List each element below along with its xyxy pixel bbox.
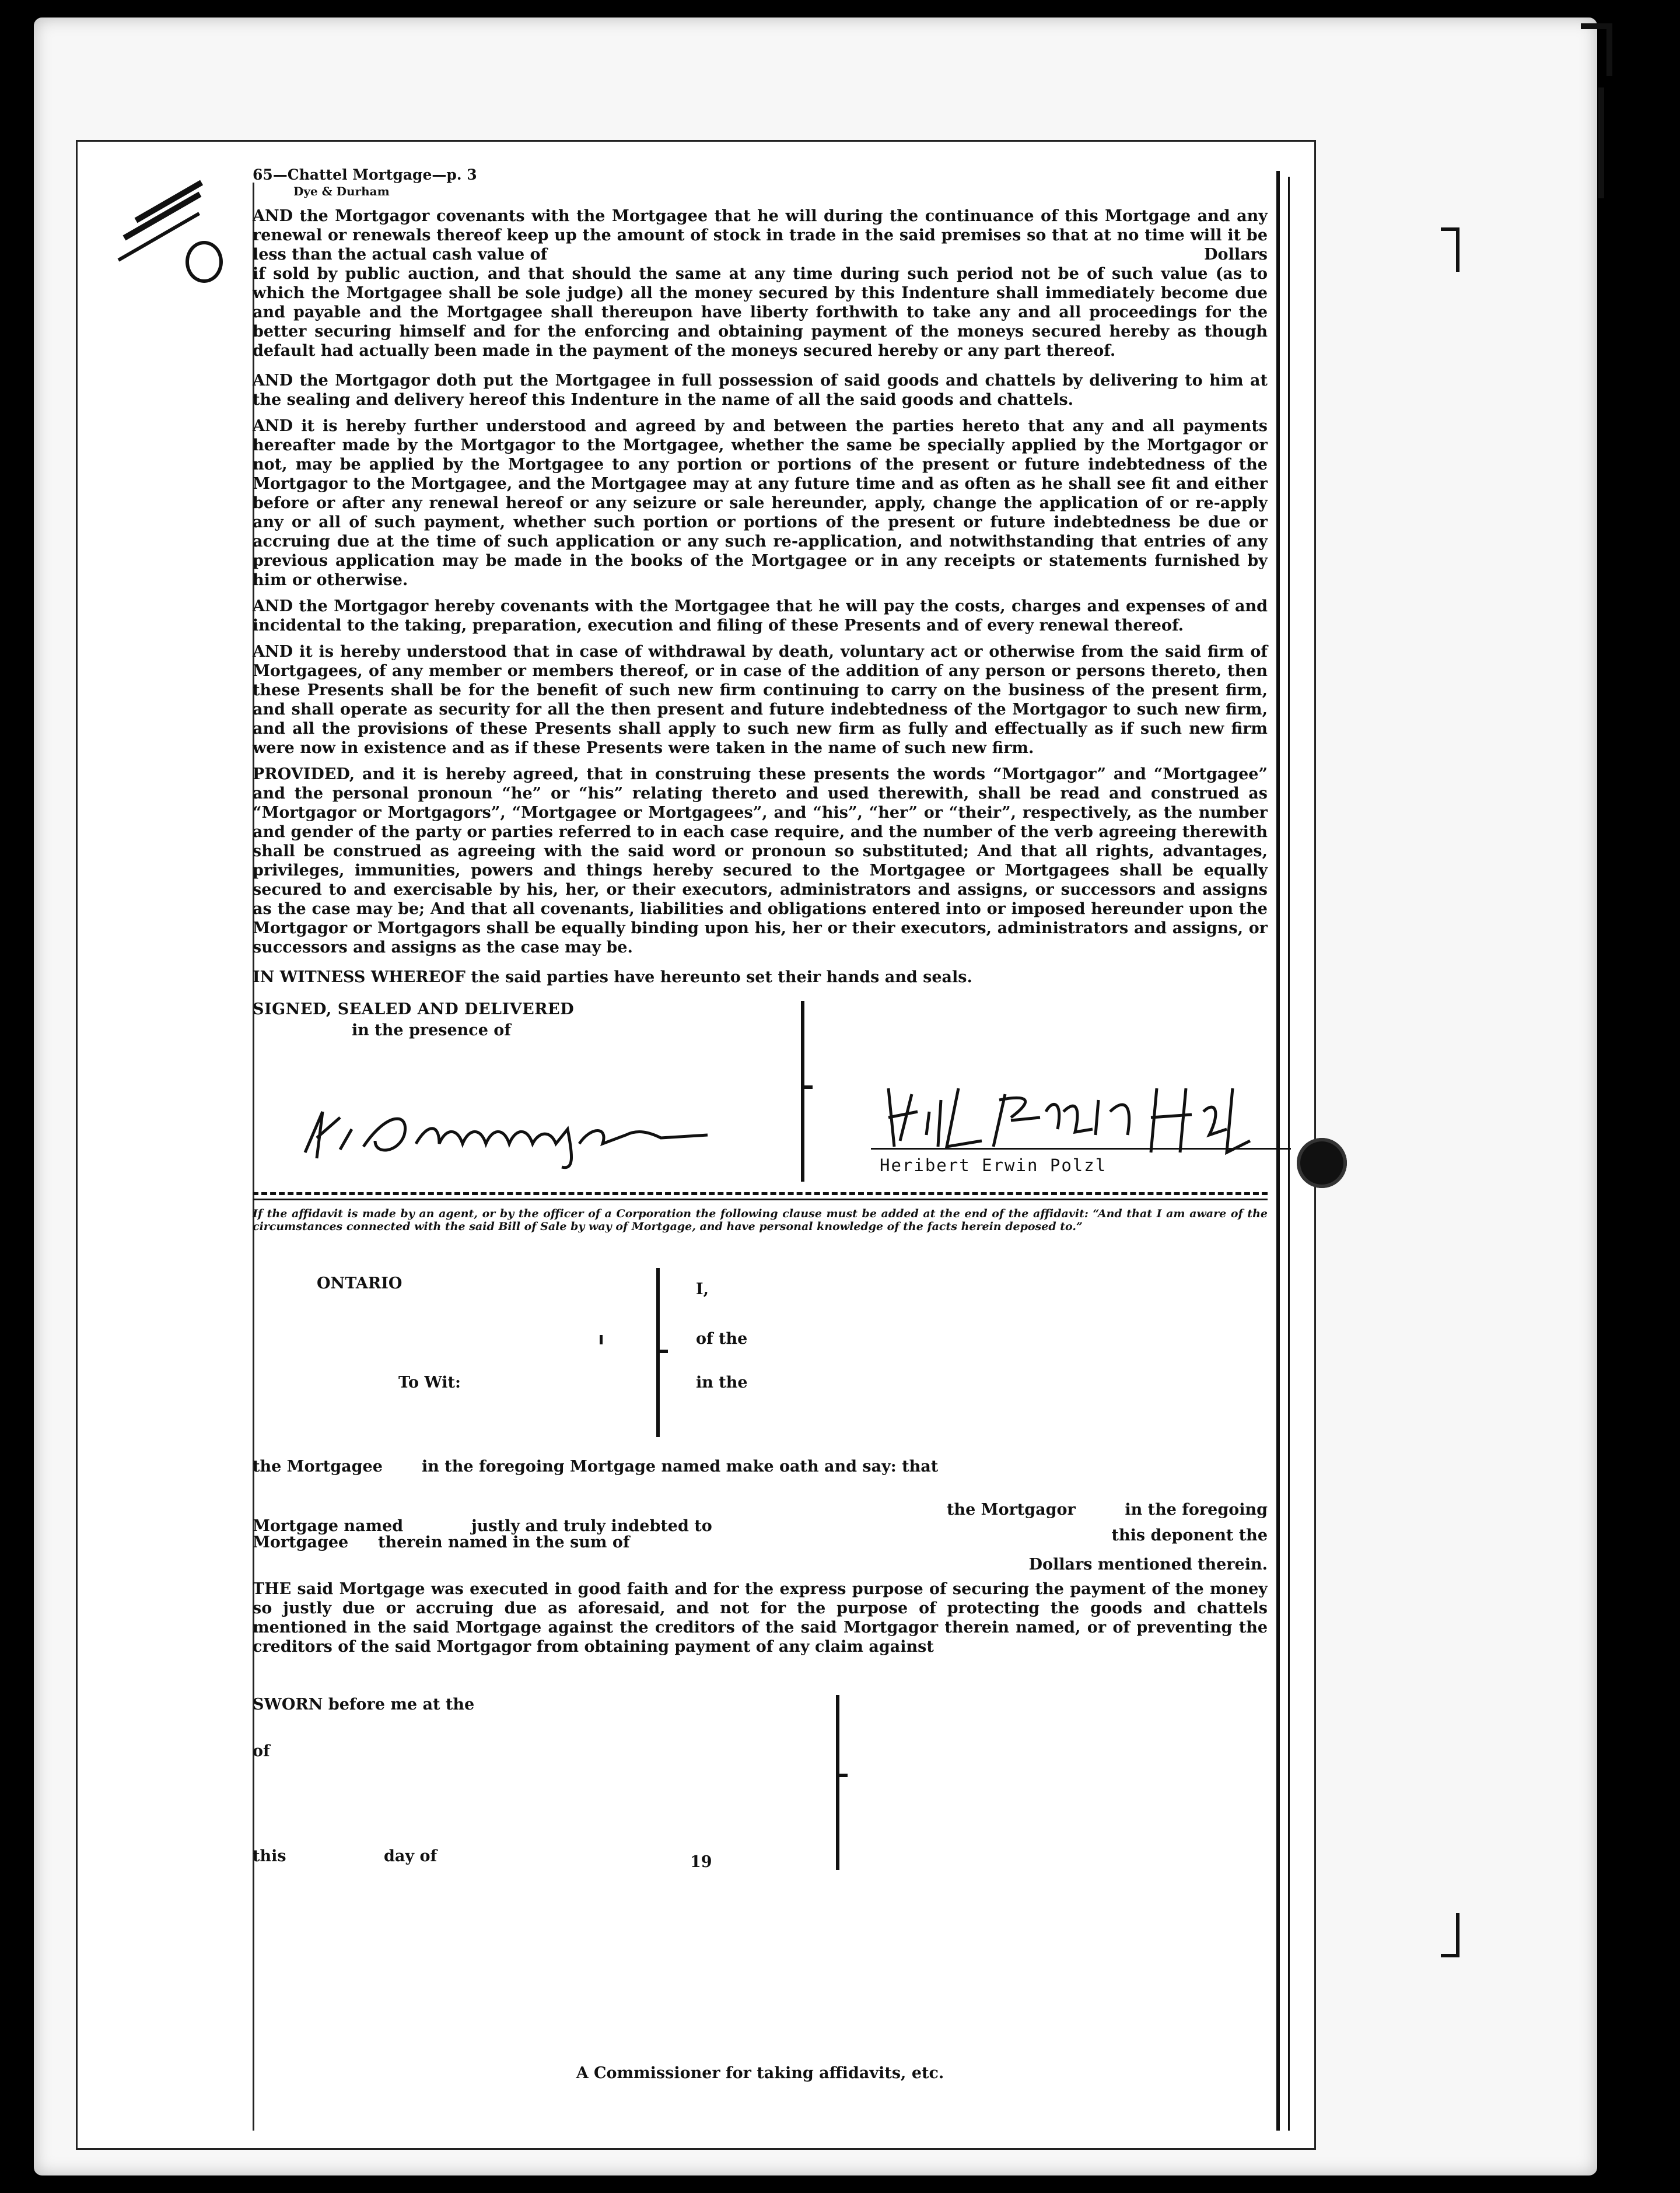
publisher: Dye & Durham bbox=[293, 184, 390, 198]
form-content bbox=[253, 165, 1268, 2082]
clause-costs: AND the Mortgagor hereby covenants with the Mortgagee that he will pay the costs, charges and expenses of and incidental to the taking, preparation, execution and filing of these Presents and of every renewal thereof. bbox=[253, 597, 1268, 635]
dollars-label: Dollars bbox=[1204, 246, 1268, 264]
commissioner-label: A Commissioner for taking affidavits, etc. bbox=[576, 2064, 944, 2082]
in-the-label: in the bbox=[696, 1374, 748, 1392]
clause-provided: PROVIDED, and it is hereby agreed, that in construing these presents the words “Mortgagor” and “Mortgagee” and the personal pronoun “he” or “his” relating thereto and used therewith, shall be read and construed as “Mortgagor or Mortgagors”, “Mortgagee or Mortgagees”, and “his”, “her” or “their”, respectively, as the number and gender of the party or parties referred to in each case require, and the number of the verb agreeing therewith shall be construed as agreeing with the said word or pronoun so substituted; And that all rights, advantages, privileges, immunities, powers and things hereby secured to the Mortgagee or Mortgagees shall be equally secured to and exercisable by his, her, or their executors, administrators and assigns, or successors and assigns as the case may be; And that all covenants, liabilities and obligations entered into or imposed hereunder upon the Mortgagor or Mortgagors shall be equally binding upon his, her or their executors, administrators and assigns, or successors and assigns as the case may be. bbox=[253, 765, 1268, 957]
clause-payments: AND it is hereby further understood and agreed by and between the parties hereto that any and all payments hereafter made by the Mortgagor to the Mortgagee, whether the same be specially applied by the Mortgagor or not, may be applied by the Mortgagee to any portion or portions of the present or future indebtedness of the Mortgagor to the Mortgagee, and the Mortgagee may at any future time and as often as he shall see fit and either before or after any renewal hereof or any seizure or sale hereunder, apply, change the application of or re-apply any or all of such payment, whether such portion or portions of the present or future indebtedness be due or accruing due at the time of such application or any such re-application, and notwithstanding that entries of any previous application may be made in the books of the Mortgagee or in any receipts or statements furnished by him or otherwise. bbox=[253, 417, 1268, 589]
signature-line bbox=[871, 1148, 1291, 1150]
edge-mark bbox=[1598, 87, 1604, 198]
crop-mark-lower bbox=[1441, 1913, 1460, 1957]
to-wit-label: To Wit: bbox=[398, 1374, 461, 1392]
form-page bbox=[76, 140, 1316, 2150]
foregoing-label: in the foregoing bbox=[1125, 1501, 1268, 1519]
sworn-label: SWORN before me at the bbox=[253, 1695, 475, 1714]
mortgagee-label: the Mortgagee bbox=[253, 1458, 383, 1476]
year-label: 19 bbox=[690, 1853, 712, 1871]
witness-signature bbox=[299, 1094, 743, 1170]
good-faith-clause: THE said Mortgage was executed in good faith and for the express purpose of securing the payment of the money so justly due or accruing due as aforesaid, and not for the purpose of protecting the goods and chattels mentioned in the said Mortgage against the creditors of the said Mortgagor therein named, or of preventing the creditors of the said Mortgagor from obtaining payment of any claim against bbox=[253, 1580, 1268, 1656]
mortgagor-signature bbox=[877, 1077, 1297, 1158]
mortgagee-label-2: Mortgagee bbox=[253, 1533, 349, 1551]
province-label: ONTARIO bbox=[317, 1274, 402, 1292]
section-divider-dashed bbox=[253, 1192, 1268, 1195]
signature-block bbox=[253, 989, 1268, 1176]
affidavit-line-1 bbox=[253, 1457, 1268, 1477]
form-title: 65—Chattel Mortgage—p. 3 bbox=[253, 166, 477, 183]
mortgage-named-label: Mortgage named bbox=[253, 1517, 404, 1535]
venue-brace-point bbox=[660, 1350, 668, 1353]
indebted-label: justly and truly indebted to bbox=[471, 1517, 712, 1535]
witness-clause: IN WITNESS WHEREOF the said parties have hereunto set their hands and seals. bbox=[253, 968, 972, 986]
crop-mark-top bbox=[1581, 23, 1612, 76]
sum-label: therein named in the sum of bbox=[378, 1533, 630, 1551]
punch-hole bbox=[186, 241, 223, 283]
jurat-block bbox=[253, 1689, 1268, 1940]
of-the-label: of the bbox=[696, 1330, 748, 1348]
clause-firm-change: AND it is hereby understood that in case of withdrawal by death, voluntary act or otherwise from the said firm of Mortgagees, of any member or members thereof, or in case of the addition of any person or persons thereto, then these Presents shall be for the benefit of such new firm continuing to carry on the business of the present firm, and shall operate as security for all the then present and future indebtedness of the Mortgagor to such new firm, and all the provisions of these Presents shall apply to such new firm as fully and effectually as if such new firm were now in existence and as if these Presents were taken in the name of such new firm. bbox=[253, 643, 1268, 757]
wax-seal bbox=[1297, 1138, 1347, 1188]
mortgagor-typed-name: Heribert Erwin Polzl bbox=[880, 1155, 1107, 1175]
affidavit-line-4 bbox=[253, 1533, 1268, 1553]
clause-stock-text-a: AND the Mortgagor covenants with the Mortgagee that he will during the continuance of this Mortgage and any renewal or renewals thereof keep up the amount of stock in trade in the said premises so that at no time will it be less than the actual cash value of bbox=[253, 207, 1268, 264]
agent-clause-note: If the affidavit is made by an agent, or by the officer of a Corporation the following clause must be added at the end of the affidavit: “And that I am aware of the circumstances connected with the said Bill of Sale by way of Mortgage, and have personal knowledge of the facts herein deposed to.” bbox=[253, 1207, 1268, 1233]
presence-label: in the presence of bbox=[352, 1021, 511, 1039]
jurat-brace bbox=[836, 1695, 839, 1870]
signature-brace bbox=[801, 1001, 804, 1182]
signature-brace-point bbox=[804, 1085, 813, 1089]
dollars-mentioned-label: Dollars mentioned therein. bbox=[1028, 1556, 1268, 1574]
mortgagor-label: the Mortgagor bbox=[947, 1501, 1076, 1519]
deponent-label: this deponent the bbox=[1111, 1526, 1268, 1544]
signed-label: SIGNED, SEALED AND DELIVERED bbox=[253, 1000, 575, 1018]
day-of-label: day of bbox=[384, 1847, 438, 1865]
affidavit-line-5 bbox=[253, 1553, 1268, 1572]
jurat-brace-point bbox=[839, 1774, 848, 1777]
of-label: of bbox=[253, 1742, 270, 1760]
clause-stock-text-b: if sold by public auction, and that should the same at any time during such period not be of such value (as to which the Mortgagee shall be sole judge) all the money secured by this Indenture shall immediately become due and payable and the Mortgagee shall thereupon have liberty forthwith to take any and all proceedings for the better securing himself and for the enforcing and obtaining payment of the moneys secured hereby as though default had actually been made in the payment of the moneys secured hereby or any part thereof. bbox=[253, 265, 1268, 360]
crop-mark-upper bbox=[1441, 227, 1460, 272]
oath-text: in the foregoing Mortgage named make oath and say: that bbox=[422, 1458, 939, 1476]
venue-mark bbox=[600, 1335, 603, 1344]
clause-possession: AND the Mortgagor doth put the Mortgagee in full possession of said goods and chattels by delivering to him at the sealing and delivery hereof this Indenture in the name of all the said goods and chattels. bbox=[253, 372, 1268, 409]
this-label: this bbox=[253, 1847, 286, 1865]
affidavit-venue bbox=[253, 1262, 1268, 1443]
deponent-i-label: I, bbox=[696, 1280, 709, 1298]
section-divider bbox=[253, 1199, 1268, 1200]
